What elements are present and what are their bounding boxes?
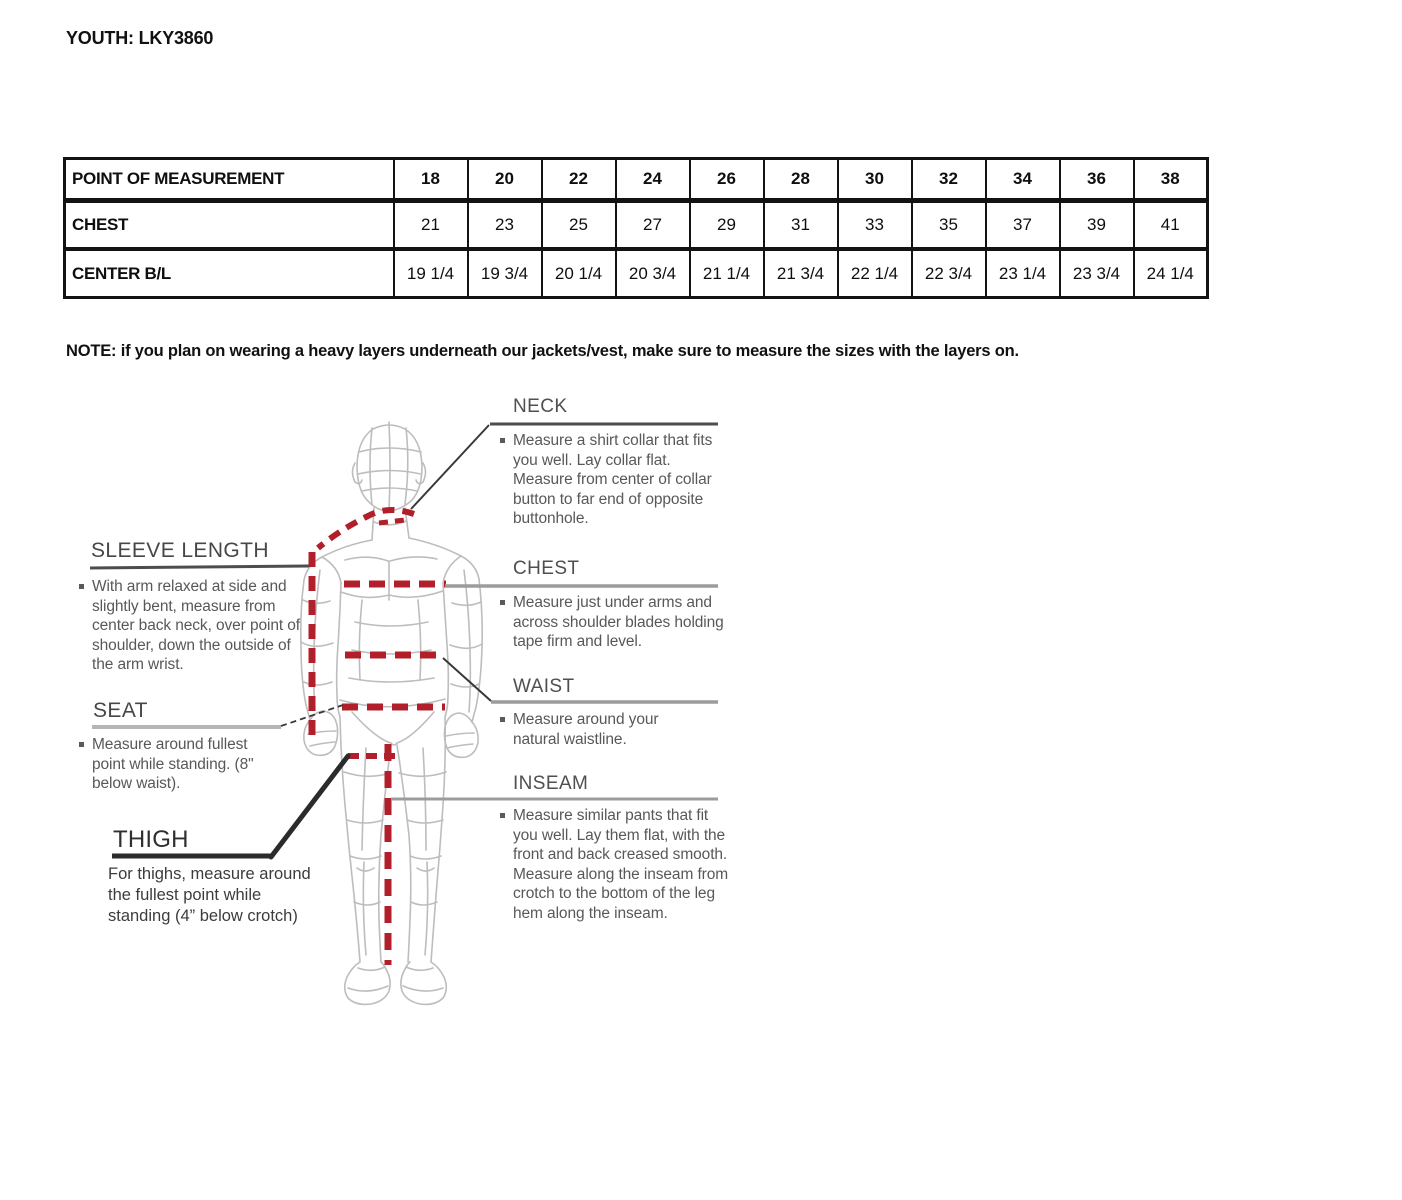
section-text-thigh bbox=[108, 864, 320, 927]
header-cell: 24 bbox=[616, 159, 690, 201]
value-cell: 35 bbox=[912, 201, 986, 250]
value-cell: 22 1/4 bbox=[838, 249, 912, 298]
section-heading-seat: SEAT bbox=[93, 699, 148, 722]
instruction-text: Measure just under arms and across shoulder blades holding tape firm and level. bbox=[513, 594, 724, 650]
table-row-chest bbox=[65, 201, 1208, 250]
section-heading-chest: CHEST bbox=[513, 558, 580, 579]
instruction-text: Measure similar pants that fit you well. Lay them flat, with the front and back creased smooth. Measure along the inseam from crotch to the bottom of the leg hem along the inseam. bbox=[513, 807, 729, 922]
bullet-icon bbox=[500, 438, 505, 443]
waist-connector bbox=[443, 658, 491, 701]
instruction-text: Measure around fullest point while standing. (8" below waist). bbox=[92, 736, 254, 792]
section-text-waist bbox=[499, 710, 703, 749]
sleeve-underline bbox=[90, 566, 309, 568]
value-cell: 29 bbox=[690, 201, 764, 250]
value-cell: 19 3/4 bbox=[468, 249, 542, 298]
section-heading-inseam: INSEAM bbox=[513, 773, 589, 794]
value-cell: 21 1/4 bbox=[690, 249, 764, 298]
section-heading-sleeve-length: SLEEVE LENGTH bbox=[91, 539, 269, 562]
value-cell: 41 bbox=[1134, 201, 1208, 250]
bullet-icon bbox=[79, 742, 84, 747]
value-cell: 31 bbox=[764, 201, 838, 250]
row-label: CHEST bbox=[65, 201, 394, 250]
table-header-label: POINT OF MEASUREMENT bbox=[65, 159, 394, 201]
section-text-chest bbox=[499, 593, 729, 652]
instruction-text: For thighs, measure around the fullest point while standing (4” below crotch) bbox=[108, 865, 311, 925]
section-text-neck bbox=[499, 431, 725, 529]
note-text: NOTE: if you plan on wearing a heavy layers underneath our jackets/vest, make sure to measure the sizes with the layers on. bbox=[66, 342, 1019, 360]
bullet-icon bbox=[500, 813, 505, 818]
value-cell: 39 bbox=[1060, 201, 1134, 250]
table-row-center-bl bbox=[65, 249, 1208, 298]
value-cell: 23 1/4 bbox=[986, 249, 1060, 298]
value-cell: 21 3/4 bbox=[764, 249, 838, 298]
table-header-row bbox=[65, 159, 1208, 201]
header-cell: 22 bbox=[542, 159, 616, 201]
page-title: YOUTH: LKY3860 bbox=[66, 28, 214, 48]
neck-collar-inner-dash bbox=[379, 520, 405, 523]
value-cell: 24 1/4 bbox=[1134, 249, 1208, 298]
instruction-text: Measure around your natural waistline. bbox=[513, 711, 659, 748]
bullet-icon bbox=[500, 717, 505, 722]
section-heading-waist: WAIST bbox=[513, 676, 575, 697]
header-cell: 28 bbox=[764, 159, 838, 201]
value-cell: 20 3/4 bbox=[616, 249, 690, 298]
value-cell: 33 bbox=[838, 201, 912, 250]
header-cell: 20 bbox=[468, 159, 542, 201]
value-cell: 21 bbox=[394, 201, 468, 250]
value-cell: 23 bbox=[468, 201, 542, 250]
header-cell: 32 bbox=[912, 159, 986, 201]
header-cell: 30 bbox=[838, 159, 912, 201]
value-cell: 19 1/4 bbox=[394, 249, 468, 298]
section-heading-neck: NECK bbox=[513, 396, 568, 417]
header-cell: 34 bbox=[986, 159, 1060, 201]
neck-collar-dash bbox=[318, 510, 414, 548]
bullet-icon bbox=[500, 600, 505, 605]
value-cell: 22 3/4 bbox=[912, 249, 986, 298]
bullet-icon bbox=[79, 584, 84, 589]
section-heading-thigh: THIGH bbox=[113, 826, 189, 853]
size-table bbox=[63, 157, 1209, 299]
instruction-text: With arm relaxed at side and slightly bent, measure from center back neck, over point of shoulder, down the outside of the arm wrist. bbox=[92, 578, 300, 673]
header-cell: 36 bbox=[1060, 159, 1134, 201]
value-cell: 25 bbox=[542, 201, 616, 250]
header-cell: 18 bbox=[394, 159, 468, 201]
thigh-connector bbox=[271, 756, 348, 857]
header-cell: 38 bbox=[1134, 159, 1208, 201]
instruction-text: Measure a shirt collar that fits you well. Lay collar flat. Measure from center of collar button to far end of opposite buttonhole. bbox=[513, 432, 713, 527]
header-cell: 26 bbox=[690, 159, 764, 201]
value-cell: 27 bbox=[616, 201, 690, 250]
row-label: CENTER B/L bbox=[65, 249, 394, 298]
value-cell: 20 1/4 bbox=[542, 249, 616, 298]
section-text-seat bbox=[78, 735, 278, 794]
value-cell: 37 bbox=[986, 201, 1060, 250]
section-text-inseam bbox=[499, 806, 731, 923]
value-cell: 23 3/4 bbox=[1060, 249, 1134, 298]
section-text-sleeve-length bbox=[78, 577, 314, 675]
